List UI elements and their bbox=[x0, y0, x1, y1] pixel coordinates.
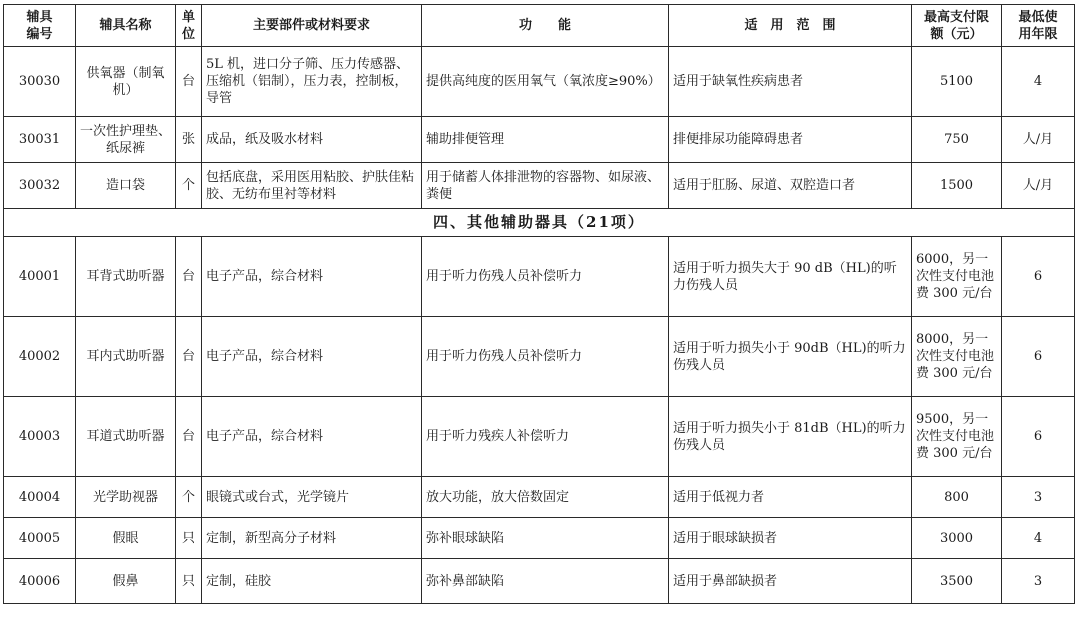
cell-name: 假眼 bbox=[76, 518, 176, 559]
cell-scope: 适用于鼻部缺损者 bbox=[669, 559, 912, 604]
cell-code: 30030 bbox=[4, 47, 76, 117]
table-row bbox=[4, 559, 1075, 604]
cell-function: 用于听力伤残人员补偿听力 bbox=[422, 317, 669, 397]
cell-max-payment: 750 bbox=[912, 117, 1002, 163]
cell-max-payment: 8000，另一次性支付电池费 300 元/台 bbox=[912, 317, 1002, 397]
header-code: 辅具 编号 bbox=[4, 5, 76, 47]
table-row bbox=[4, 317, 1075, 397]
cell-name: 耳道式助听器 bbox=[76, 397, 176, 477]
cell-code: 40003 bbox=[4, 397, 76, 477]
cell-max-payment: 6000，另一次性支付电池费 300 元/台 bbox=[912, 237, 1002, 317]
cell-min-years: 3 bbox=[1002, 477, 1075, 518]
cell-scope: 适用于听力损失大于 90 dB（HL)的听力伤残人员 bbox=[669, 237, 912, 317]
cell-min-years: 6 bbox=[1002, 237, 1075, 317]
cell-name: 造口袋 bbox=[76, 163, 176, 209]
cell-scope: 适用于肛肠、尿道、双腔造口者 bbox=[669, 163, 912, 209]
cell-scope: 适用于听力损失小于 90dB（HL)的听力伤残人员 bbox=[669, 317, 912, 397]
cell-unit: 台 bbox=[176, 237, 202, 317]
cell-name: 光学助视器 bbox=[76, 477, 176, 518]
table-row bbox=[4, 518, 1075, 559]
cell-code: 40005 bbox=[4, 518, 76, 559]
cell-min-years: 人/月 bbox=[1002, 117, 1075, 163]
cell-min-years: 3 bbox=[1002, 559, 1075, 604]
cell-parts: 包括底盘，采用医用粘胶、护肤佳粘胶、无纺布里衬等材料 bbox=[202, 163, 422, 209]
header-parts: 主要部件或材料要求 bbox=[202, 5, 422, 47]
assistive-devices-table-page bbox=[3, 4, 1075, 604]
cell-unit: 个 bbox=[176, 163, 202, 209]
cell-function: 弥补眼球缺陷 bbox=[422, 518, 669, 559]
cell-scope: 适用于听力损失小于 81dB（HL)的听力伤残人员 bbox=[669, 397, 912, 477]
cell-scope: 适用于缺氧性疾病患者 bbox=[669, 47, 912, 117]
cell-max-payment: 800 bbox=[912, 477, 1002, 518]
cell-function: 提供高纯度的医用氧气（氧浓度≥90%） bbox=[422, 47, 669, 117]
cell-max-payment: 1500 bbox=[912, 163, 1002, 209]
cell-parts: 定制，硅胶 bbox=[202, 559, 422, 604]
cell-function: 辅助排便管理 bbox=[422, 117, 669, 163]
table-row bbox=[4, 477, 1075, 518]
table-row bbox=[4, 47, 1075, 117]
header-min-years: 最低使 用年限 bbox=[1002, 5, 1075, 47]
cell-unit: 台 bbox=[176, 397, 202, 477]
cell-scope: 适用于低视力者 bbox=[669, 477, 912, 518]
cell-code: 30032 bbox=[4, 163, 76, 209]
cell-unit: 只 bbox=[176, 518, 202, 559]
cell-max-payment: 3500 bbox=[912, 559, 1002, 604]
cell-function: 弥补鼻部缺陷 bbox=[422, 559, 669, 604]
section-header-row bbox=[4, 209, 1075, 237]
cell-max-payment: 9500，另一次性支付电池费 300 元/台 bbox=[912, 397, 1002, 477]
cell-function: 用于听力残疾人补偿听力 bbox=[422, 397, 669, 477]
cell-name: 一次性护理垫、纸尿裤 bbox=[76, 117, 176, 163]
cell-function: 用于储蓄人体排泄物的容器物、如尿液、粪便 bbox=[422, 163, 669, 209]
cell-max-payment: 3000 bbox=[912, 518, 1002, 559]
cell-unit: 只 bbox=[176, 559, 202, 604]
cell-parts: 电子产品，综合材料 bbox=[202, 317, 422, 397]
cell-parts: 5L 机，进口分子筛、压力传感器、压缩机（铝制），压力表，控制板，导管 bbox=[202, 47, 422, 117]
header-function: 功 能 bbox=[422, 5, 669, 47]
cell-min-years: 4 bbox=[1002, 518, 1075, 559]
cell-scope: 排便排尿功能障碍患者 bbox=[669, 117, 912, 163]
cell-name: 耳背式助听器 bbox=[76, 237, 176, 317]
table-row bbox=[4, 397, 1075, 477]
header-unit: 单 位 bbox=[176, 5, 202, 47]
table-header-row bbox=[4, 5, 1075, 47]
cell-code: 40001 bbox=[4, 237, 76, 317]
table-row bbox=[4, 117, 1075, 163]
cell-parts: 电子产品，综合材料 bbox=[202, 397, 422, 477]
cell-scope: 适用于眼球缺损者 bbox=[669, 518, 912, 559]
cell-unit: 个 bbox=[176, 477, 202, 518]
assistive-devices-table bbox=[3, 4, 1075, 604]
cell-parts: 眼镜式或台式，光学镜片 bbox=[202, 477, 422, 518]
cell-code: 40002 bbox=[4, 317, 76, 397]
cell-name: 假鼻 bbox=[76, 559, 176, 604]
cell-min-years: 6 bbox=[1002, 397, 1075, 477]
cell-code: 40006 bbox=[4, 559, 76, 604]
cell-code: 30031 bbox=[4, 117, 76, 163]
cell-parts: 成品，纸及吸水材料 bbox=[202, 117, 422, 163]
cell-min-years: 6 bbox=[1002, 317, 1075, 397]
cell-function: 放大功能，放大倍数固定 bbox=[422, 477, 669, 518]
cell-unit: 台 bbox=[176, 47, 202, 117]
cell-name: 供氧器（制氧机） bbox=[76, 47, 176, 117]
table-row bbox=[4, 163, 1075, 209]
cell-code: 40004 bbox=[4, 477, 76, 518]
cell-unit: 张 bbox=[176, 117, 202, 163]
section-title: 四、其他辅助器具（21项） bbox=[4, 209, 1075, 237]
cell-name: 耳内式助听器 bbox=[76, 317, 176, 397]
cell-parts: 定制，新型高分子材料 bbox=[202, 518, 422, 559]
table-row bbox=[4, 237, 1075, 317]
cell-min-years: 人/月 bbox=[1002, 163, 1075, 209]
cell-function: 用于听力伤残人员补偿听力 bbox=[422, 237, 669, 317]
header-name: 辅具名称 bbox=[76, 5, 176, 47]
header-max-payment: 最高支付限 额（元） bbox=[912, 5, 1002, 47]
cell-parts: 电子产品，综合材料 bbox=[202, 237, 422, 317]
header-scope: 适 用 范 围 bbox=[669, 5, 912, 47]
cell-min-years: 4 bbox=[1002, 47, 1075, 117]
cell-max-payment: 5100 bbox=[912, 47, 1002, 117]
cell-unit: 台 bbox=[176, 317, 202, 397]
